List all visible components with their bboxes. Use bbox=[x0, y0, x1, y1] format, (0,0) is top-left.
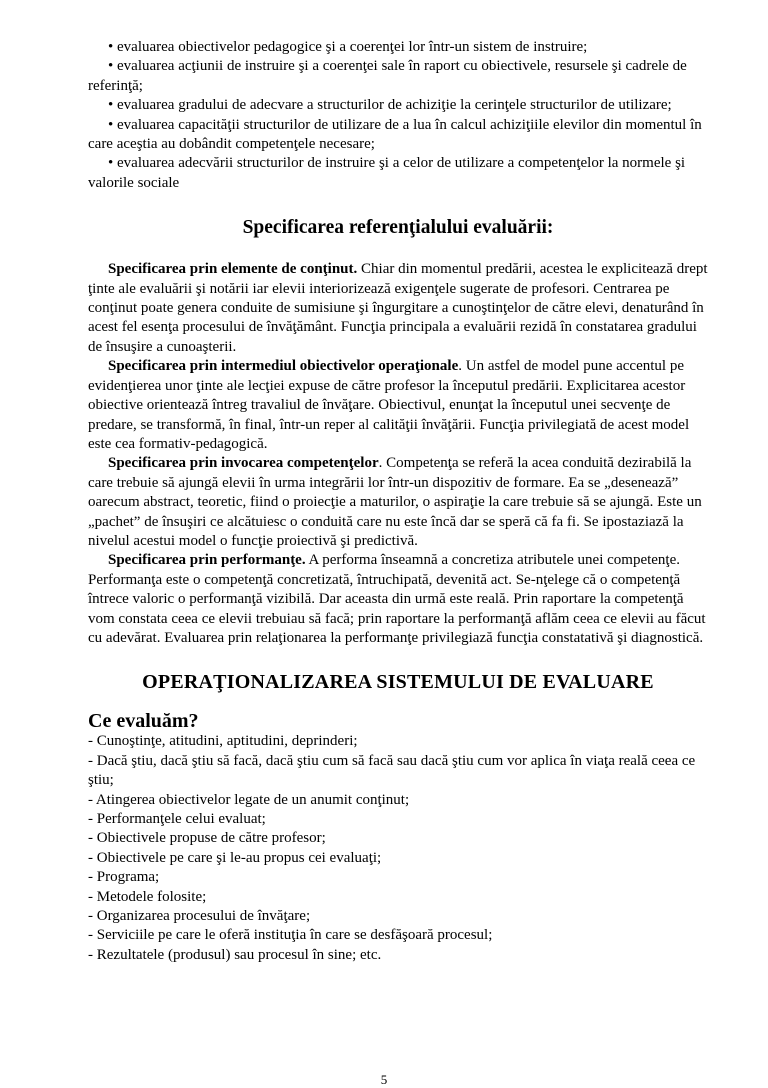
bullet-item: • evaluarea gradului de adecvare a structurilor de achiziţie la cerinţele structurilor de utilizare; bbox=[108, 97, 672, 114]
paragraph-text: . Un astfel de model pune accentul pe evidenţierea unor ţinte ale lecţiei expuse de către profesor la începutul predării. Explicitarea acestor obiective orientează întreg travaliul de învăţare. Obiectivul, enunţat la începutul unei secvenţe de predare, se transformă, în final, într-un reper al calităţii învăţării. Funcţia privilegiată de acest model este cea formativ-pedagogică. bbox=[88, 358, 690, 452]
page-number: 5 bbox=[380, 1072, 388, 1087]
list-item: - Metodele folosite; bbox=[88, 888, 207, 905]
section-body bbox=[88, 260, 708, 648]
list-item: - Obiectivele propuse de către profesor; bbox=[88, 830, 326, 847]
list-item: - Obiectivele pe care şi le-au propus cei evaluaţi; bbox=[88, 849, 382, 866]
paragraph-lead: Specificarea prin invocarea competenţelor bbox=[108, 455, 379, 472]
paragraph bbox=[88, 454, 708, 551]
paragraph-text: A performa înseamnă a concretiza atributele unei competenţe. Performanţa este o competenţă concretizată, întruchipată, devenită act. Se-nţelege că o competenţă întrece valoric o performanţă vizibilă. Dar aceasta din urmă este reală. Prin raportare la competenţă vom constata ceea ce elevii trebuiau să facă; prin raportare la performanţă aflăm ceea ce elevii au făcut cu adevărat. Evaluarea prin relaţionarea la performanţe privilegiază funcţia constatativă şi diagnostică. bbox=[88, 552, 706, 646]
paragraph-text: . Competenţa se referă la acea conduită dezirabilă la care trebuie să ajungă elevii în urma integrării lor într-un dispozitiv de formare. Ea se „desenează” oarecum abstract, teoretic, fiind o proiecţie a maturilor, o aspiraţie la care trebuie să se ajungă. Este un „pachet” de însuşiri ce alcătuiesc o conduită care nu este încă dar se speră că fa fi. Se ipostaziază la nivelul acestui model o funcţie proiectivă şi predictivă. bbox=[88, 455, 702, 549]
bullet-item: • evaluarea adecvării structurilor de instruire şi a celor de utilizare a competenţelor la normele şi valorile sociale bbox=[88, 155, 686, 191]
document-page bbox=[88, 38, 708, 965]
section-heading: Specificarea referenţialului evaluării: bbox=[242, 217, 554, 239]
list-item: - Performanţele celui evaluat; bbox=[88, 811, 266, 827]
section-heading: OPERAŢIONALIZAREA SISTEMULUI DE EVALUARE bbox=[142, 671, 654, 694]
paragraph-lead: Specificarea prin elemente de conţinut. bbox=[108, 261, 358, 278]
list-item: - Serviciile pe care le oferă instituţia în care se desfăşoară procesul; bbox=[88, 927, 493, 944]
paragraph-text: Chiar din momentul predării, acestea le explicitează drept ţinte ale evaluării şi notării iar elevii interiorizează exigenţele sugerate de profesori. Centrarea pe conţinut poate genera conduite de sumisiune şi îngurgitare a cunoştinţelor de către elevi, denaturând în acest fel esenţa procesului de învăţământ. Funcţia principala a evaluării rezidă în constatarea gradului de însuşire a cunoaşterii. bbox=[88, 261, 708, 355]
list-item: - Dacă ştiu, dacă ştiu să facă, dacă ştiu cum să facă sau dacă ştiu cum vor aplica în viaţa reală ceea ce ştiu; bbox=[88, 752, 696, 789]
list-item: - Programa; bbox=[88, 869, 160, 886]
paragraph-lead: Specificarea prin performanţe. bbox=[108, 552, 306, 569]
list-item: - Cunoştinţe, atitudini, aptitudini, deprinderi; bbox=[88, 733, 358, 750]
list-item: - Atingerea obiectivelor legate de un anumit conţinut; bbox=[88, 791, 410, 808]
paragraph bbox=[88, 260, 708, 357]
paragraph bbox=[88, 551, 708, 648]
list-item: - Rezultatele (produsul) sau procesul în sine; etc. bbox=[88, 946, 382, 963]
list-item: - Organizarea procesului de învăţare; bbox=[88, 908, 311, 925]
paragraph bbox=[88, 357, 708, 454]
bullet-item: • evaluarea acţiunii de instruire şi a coerenţei sale în raport cu obiectivele, resursele şi cadrele de referinţă; bbox=[88, 58, 687, 94]
bullet-item: • evaluarea obiectivelor pedagogice şi a coerenţei lor într-un sistem de instruire; bbox=[108, 39, 588, 55]
subsection-heading: Ce evaluăm? bbox=[88, 710, 199, 733]
evaluation-list bbox=[88, 732, 708, 965]
bullet-item: • evaluarea capacităţii structurilor de utilizare de a lua în calcul achiziţiile elevilor din momentul în care aceştia au dobândit competenţele necesare; bbox=[88, 116, 702, 153]
bullet-list bbox=[88, 38, 708, 193]
paragraph-lead: Specificarea prin intermediul obiectivelor operaţionale bbox=[108, 358, 459, 375]
